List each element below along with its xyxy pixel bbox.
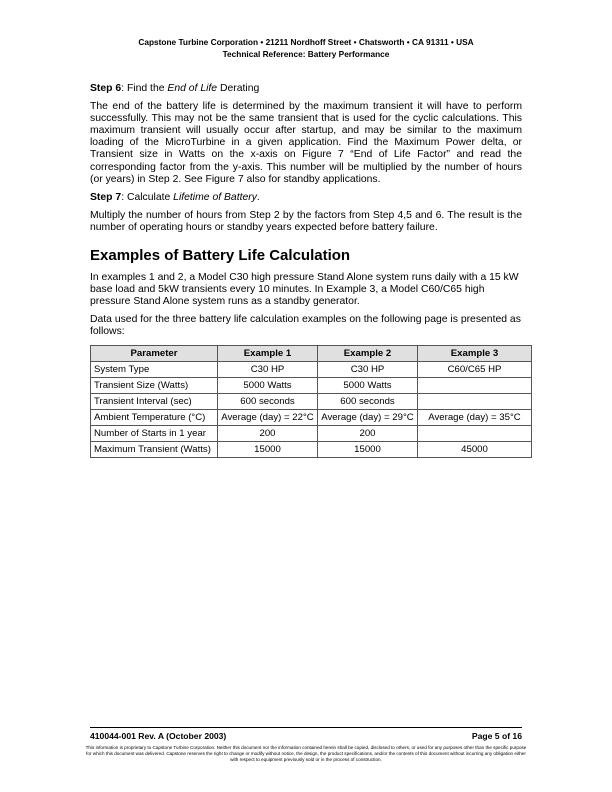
step7-label: Step 7 [90,191,122,203]
table-cell: Transient Interval (sec) [91,393,218,409]
step6-paragraph: The end of the battery life is determined by the maximum transient it will have to perform successfully. This may not be the same transient that is used for the cyclic calculations. This maximum transient will usually occur after startup, and may be similar to the maximum loading of the MicroTurbine in a given application. Find the Maximum Power delta, or Transient size in Watts on the x-axis on Figure 7 “End of Life Factor” and read the corresponding factor from the y-axis. This number will be multiplied by the number of hours (or years) in Step 2. See Figure 7 also for standby applications. [90,101,522,185]
legal-notice: This information is proprietary to Capstone Turbine Corporation. Neither this document nor the information contained herein shall be copied, disclosed to others, or used for any purposes other than the specific purpose for which this document was delivered. Capstone reserves the right to change or modify without notice, the design, the product specifications, and/or the contents of this document without incurring any obligation either with respect to equipment previously sold or in the process of construction. [85,745,527,763]
table-row [91,361,532,377]
table-cell: 5000 Watts [318,377,418,393]
step6-label: Step 6 [90,83,122,94]
table-cell: Average (day) = 22°C [218,409,318,425]
step7-heading [90,192,522,204]
table-cell [418,393,532,409]
page-number: Page 5 of 16 [471,731,522,741]
table-row [91,441,532,457]
parameters-table [90,345,532,458]
step7-rest: . [256,191,260,203]
table-cell: 15000 [318,441,418,457]
document-number: 410044-001 Rev. A (October 2003) [90,731,227,741]
table-header-cell: Parameter [91,345,218,361]
table-header-cell: Example 1 [218,345,318,361]
header-address: Capstone Turbine Corporation • 21211 Nordhoff Street • Chatsworth • CA 91311 • USA [138,37,474,47]
step6-heading [90,83,522,95]
step7-emphasis: Lifetime of Battery [173,191,257,203]
table-cell: Transient Size (Watts) [91,377,218,393]
section-paragraph-2: Data used for the three battery life calculation examples on the following page is presented as follows: [90,314,521,338]
table-cell: 15000 [218,441,318,457]
footer-divider [90,727,522,728]
table-cell [418,425,532,441]
table-row [91,393,532,409]
page-header [0,37,612,60]
table-cell: C30 HP [218,361,318,377]
step6-emphasis: End of Life [167,83,218,94]
page-content [90,83,522,458]
section-title: Examples of Battery Life Calculation [90,247,351,265]
table-cell: 600 seconds [318,393,418,409]
header-doc-title: Technical Reference: Battery Performance [222,48,390,59]
table-cell: C60/C65 HP [418,361,532,377]
table-row [91,425,532,441]
table-row [91,377,532,393]
step6-sep: : Find the [121,83,168,94]
step6-rest: Derating [217,83,260,94]
table-header-cell: Example 3 [418,345,532,361]
table-cell: 600 seconds [218,393,318,409]
table-cell: System Type [91,361,218,377]
table-cell [418,377,532,393]
table-header-row [91,345,532,361]
table-cell: 5000 Watts [218,377,318,393]
table-cell: Ambient Temperature (°C) [91,409,218,425]
step7-sep: : Calculate [121,191,174,203]
table-cell: 45000 [418,441,532,457]
table-cell: Number of Starts in 1 year [91,425,218,441]
table-cell: C30 HP [318,361,418,377]
table-cell: 200 [318,425,418,441]
table-row [91,409,532,425]
table-header-cell: Example 2 [318,345,418,361]
table-cell: Average (day) = 29°C [318,409,418,425]
table-cell: 200 [218,425,318,441]
table-cell: Maximum Transient (Watts) [91,441,218,457]
section-paragraph-1: In examples 1 and 2, a Model C30 high pressure Stand Alone system runs daily with a 15 kW base load and 5kW transients every 10 minutes. In Example 3, a Model C60/C65 high pressure Stand Alone system runs as a standby generator. [90,272,519,308]
page-footer [90,731,522,741]
table-cell: Average (day) = 35°C [418,409,532,425]
step7-paragraph: Multiply the number of hours from Step 2 by the factors from Step 4,5 and 6. The result is the number of operating hours or standby years expected before battery failure. [90,209,522,233]
